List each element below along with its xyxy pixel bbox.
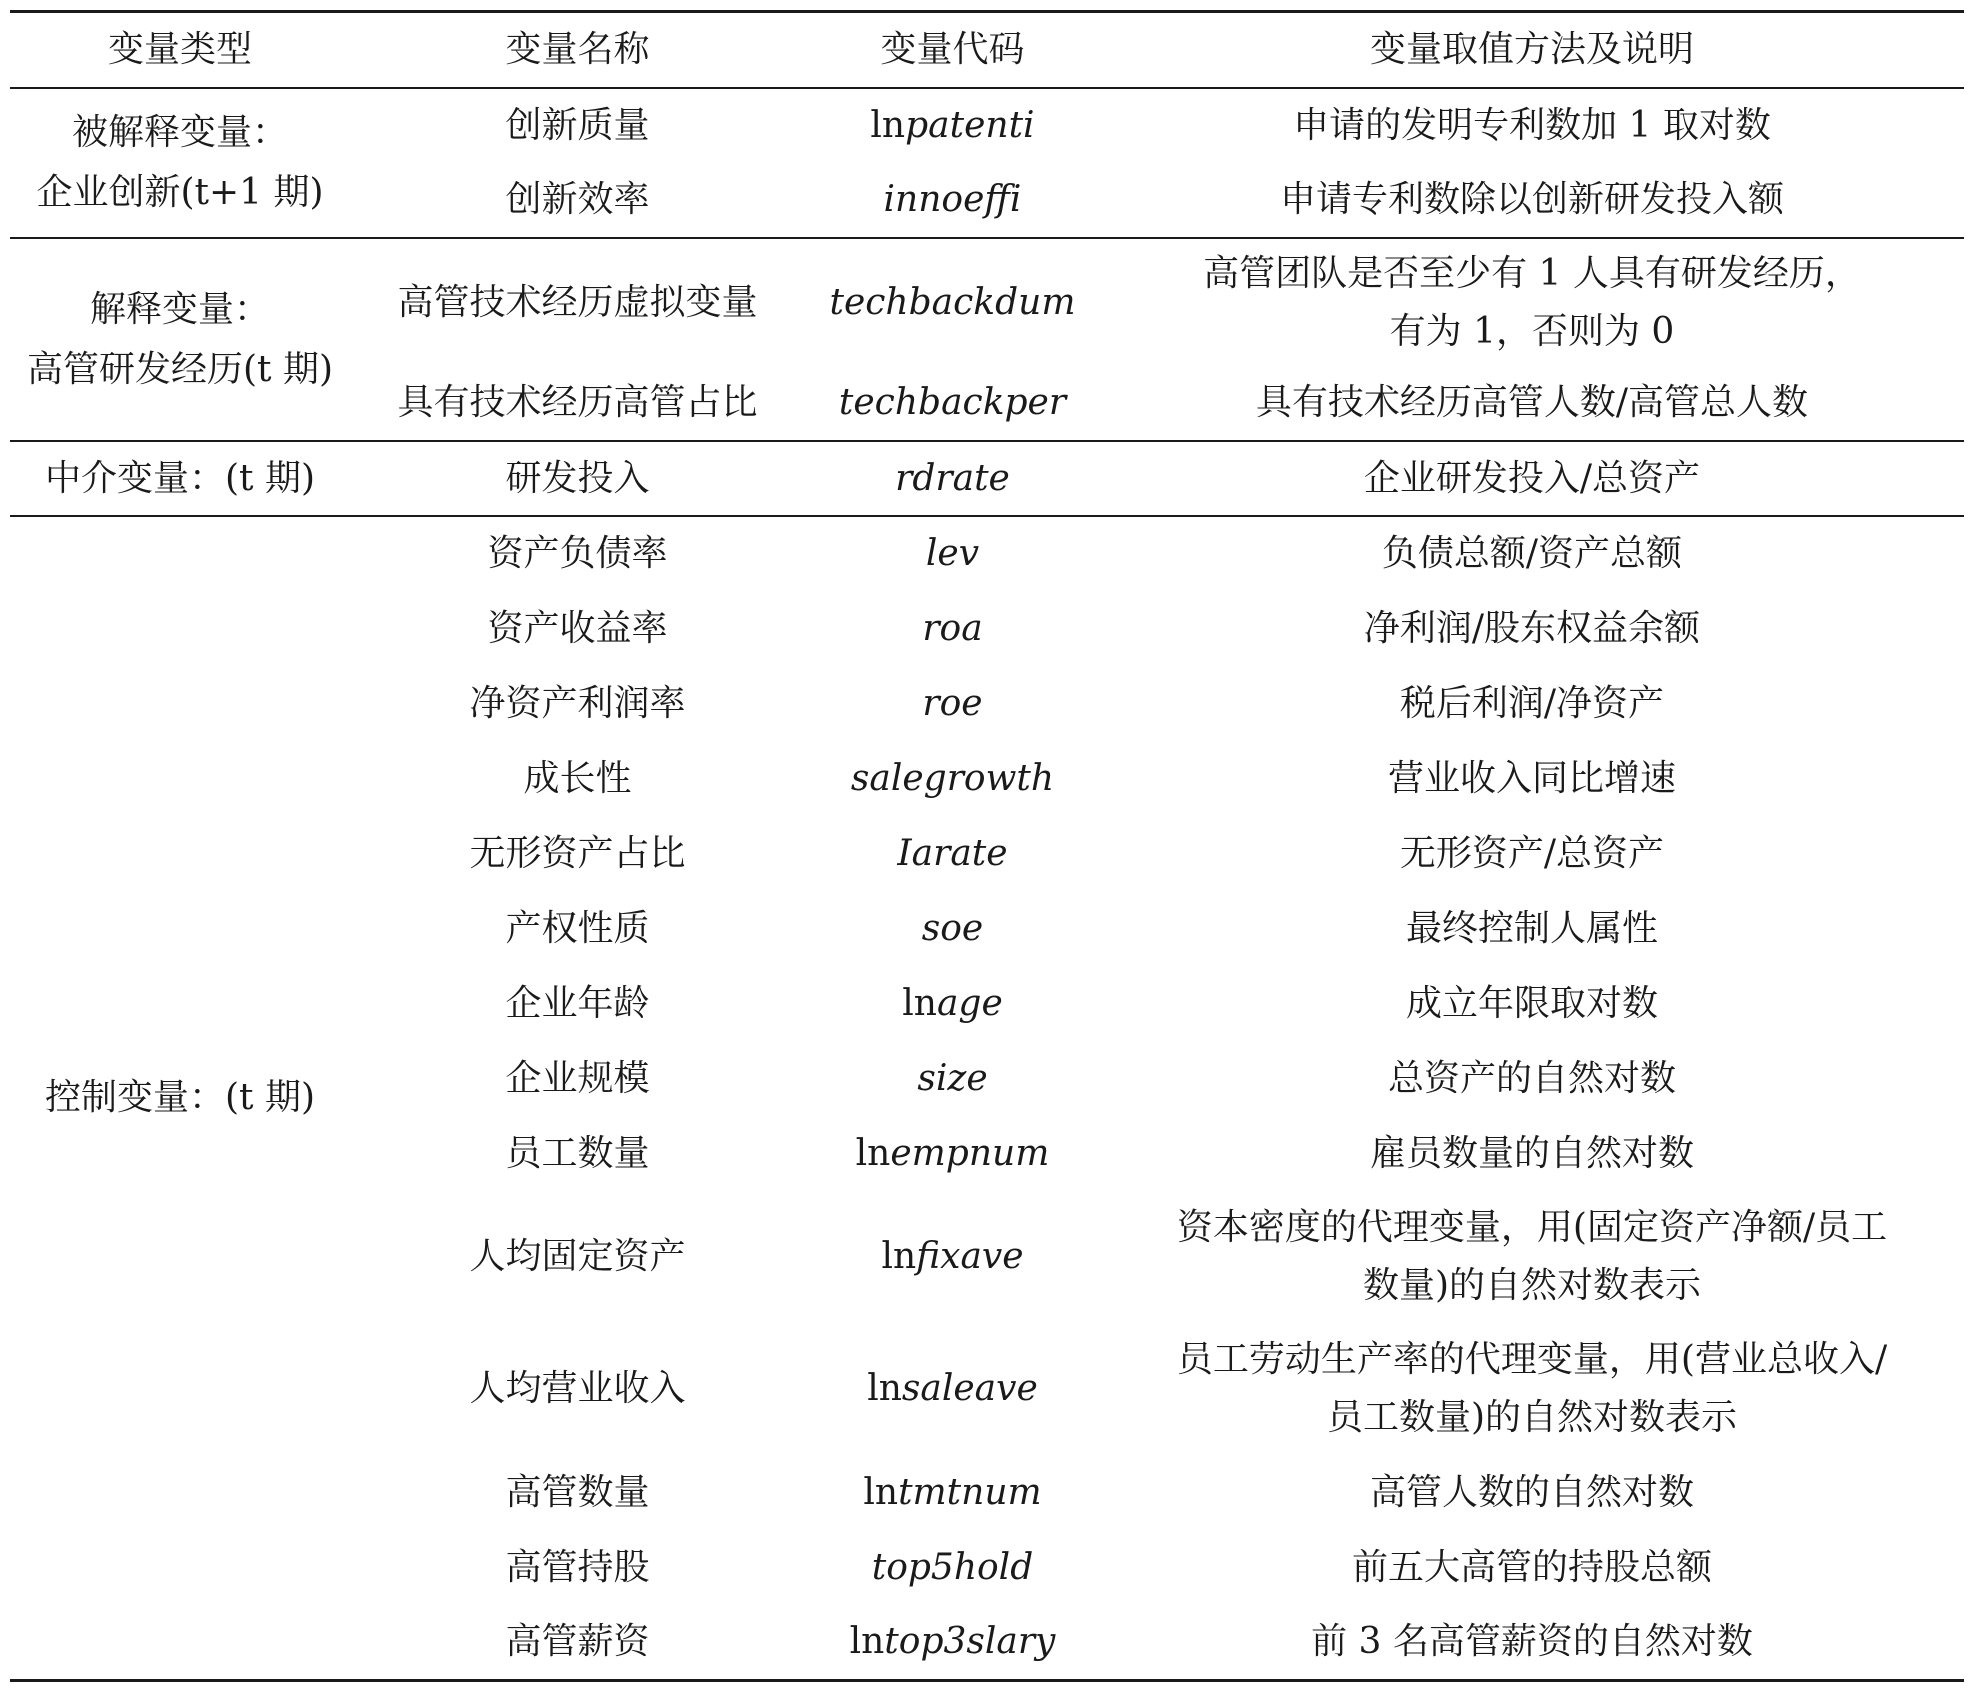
variable-code-cell [805, 238, 1100, 366]
variable-description-cell: 员工劳动生产率的代理变量，用(营业总收入/ 员工数量)的自然对数表示 [1176, 1339, 1888, 1438]
code-name: techbackdum [829, 281, 1076, 323]
variable-code-cell [805, 1191, 1100, 1323]
table-row [10, 238, 1964, 366]
variable-description-cell: 营业收入同比增速 [1387, 757, 1676, 799]
variable-name-cell: 人均固定资产 [469, 1236, 686, 1277]
variable-name-cell: 资产负债率 [487, 533, 668, 574]
variable-description-cell: 负债总额/资产总额 [1381, 533, 1683, 574]
variable-description-cell: 总资产的自然对数 [1387, 1057, 1676, 1099]
variable-description-cell: 申请的发明专利数加 1 取对数 [1293, 105, 1771, 146]
code-name: rdrate [895, 457, 1010, 499]
variable-type-cell: 中介变量：(t 期) [10, 441, 350, 516]
code-prefix: ln [855, 1132, 891, 1174]
code-name: top5hold [871, 1546, 1034, 1588]
variable-name-cell: 高管技术经历虚拟变量 [397, 281, 758, 323]
variable-definition-table [10, 10, 1964, 1682]
header-variable-code: 变量代码 [805, 12, 1100, 89]
variable-description-cell: 具有技术经历高管人数/高管总人数 [1100, 366, 1964, 441]
table-row [10, 88, 1964, 163]
variable-name-cell: 成长性 [523, 757, 632, 799]
code-prefix: ln [867, 1368, 902, 1409]
variable-type-cell: 控制变量：(t 期) [10, 516, 350, 1680]
table-row [10, 516, 1964, 591]
variable-code-cell [805, 163, 1100, 238]
variable-code-cell [805, 1455, 1100, 1530]
code-name: innoeffi [883, 179, 1022, 220]
code-prefix: ln [881, 1236, 917, 1277]
code-prefix: ln [863, 1471, 899, 1513]
variable-name-cell: 创新质量 [505, 105, 650, 146]
variable-name-cell: 员工数量 [505, 1132, 650, 1174]
code-name: tmtnum [898, 1471, 1042, 1513]
variable-description-cell: 申请专利数除以创新研发投入额 [1100, 163, 1964, 238]
variable-description-cell: 高管人数的自然对数 [1369, 1471, 1694, 1513]
variable-code-cell [805, 88, 1100, 163]
code-prefix: ln [849, 1620, 885, 1662]
code-name: techbackper [838, 382, 1067, 423]
code-prefix: ln [902, 982, 937, 1024]
code-name: saleave [901, 1368, 1038, 1409]
table-body [10, 88, 1964, 1680]
code-name: roe [922, 682, 983, 724]
table-header-row [10, 12, 1964, 89]
variable-code-cell [805, 966, 1100, 1041]
code-name: Iarate [897, 832, 1008, 874]
variable-description-cell: 企业研发投入/总资产 [1100, 441, 1964, 516]
variable-description-cell: 最终控制人属性 [1405, 907, 1658, 949]
variable-code-cell [805, 441, 1100, 516]
variable-description-cell: 前 3 名高管薪资的自然对数 [1100, 1605, 1964, 1680]
variable-type-cell: 被解释变量： 企业创新(t+1 期) [10, 88, 350, 238]
code-name: lev [925, 533, 980, 574]
variable-code-cell [805, 741, 1100, 816]
variable-description-cell: 前五大高管的持股总额 [1351, 1546, 1712, 1588]
code-name: size [917, 1057, 988, 1099]
variable-name-cell: 创新效率 [350, 163, 805, 238]
variable-code-cell [805, 816, 1100, 891]
variable-name-cell: 净资产利润率 [469, 682, 686, 724]
variable-code-cell [805, 1116, 1100, 1191]
variable-code-cell [805, 1041, 1100, 1116]
variable-name-cell: 高管薪资 [350, 1605, 805, 1680]
variable-description-cell: 税后利润/净资产 [1399, 682, 1665, 724]
variable-code-cell [805, 891, 1100, 966]
variable-description-cell: 高管团队是否至少有 1 人具有研发经历， 有为 1，否则为 0 [1203, 252, 1861, 352]
code-name: age [936, 982, 1003, 1024]
variable-code-cell [805, 1605, 1100, 1680]
variable-description-cell: 雇员数量的自然对数 [1369, 1132, 1694, 1174]
variable-name-cell: 具有技术经历高管占比 [350, 366, 805, 441]
variable-code-cell [805, 591, 1100, 666]
code-name: roa [922, 607, 983, 649]
code-name: empnum [890, 1132, 1050, 1174]
variable-name-cell: 人均营业收入 [469, 1368, 686, 1409]
code-name: top3slary [884, 1620, 1056, 1662]
variable-description-cell: 资本密度的代理变量，用(固定资产净额/员工 数量)的自然对数表示 [1176, 1207, 1888, 1306]
variable-code-cell [805, 1323, 1100, 1455]
code-name: fixave [916, 1236, 1024, 1277]
variable-code-cell [805, 366, 1100, 441]
variable-name-cell: 企业规模 [505, 1057, 650, 1099]
variable-description-cell: 无形资产/总资产 [1399, 832, 1665, 874]
code-name: soe [921, 907, 984, 949]
variable-description-cell: 净利润/股东权益余额 [1363, 607, 1701, 649]
variable-name-cell: 无形资产占比 [469, 832, 686, 874]
variable-name-cell: 资产收益率 [487, 607, 668, 649]
code-name: salegrowth [850, 757, 1055, 799]
variable-name-cell: 高管数量 [505, 1471, 650, 1513]
variable-name-cell: 研发投入 [350, 441, 805, 516]
variable-code-cell [805, 1530, 1100, 1605]
variable-type-cell: 解释变量： 高管研发经历(t 期) [10, 238, 350, 441]
variable-code-cell [805, 516, 1100, 591]
header-variable-name: 变量名称 [350, 12, 805, 89]
variable-code-cell [805, 666, 1100, 741]
variable-description-cell: 成立年限取对数 [1405, 982, 1658, 1024]
variable-name-cell: 企业年龄 [505, 982, 650, 1024]
header-variable-type: 变量类型 [10, 12, 350, 89]
header-variable-description: 变量取值方法及说明 [1100, 12, 1964, 89]
variable-name-cell: 产权性质 [505, 907, 650, 949]
code-prefix: ln [870, 105, 906, 146]
code-name: patenti [905, 105, 1035, 146]
table-row [10, 441, 1964, 516]
variable-name-cell: 高管持股 [505, 1546, 650, 1588]
